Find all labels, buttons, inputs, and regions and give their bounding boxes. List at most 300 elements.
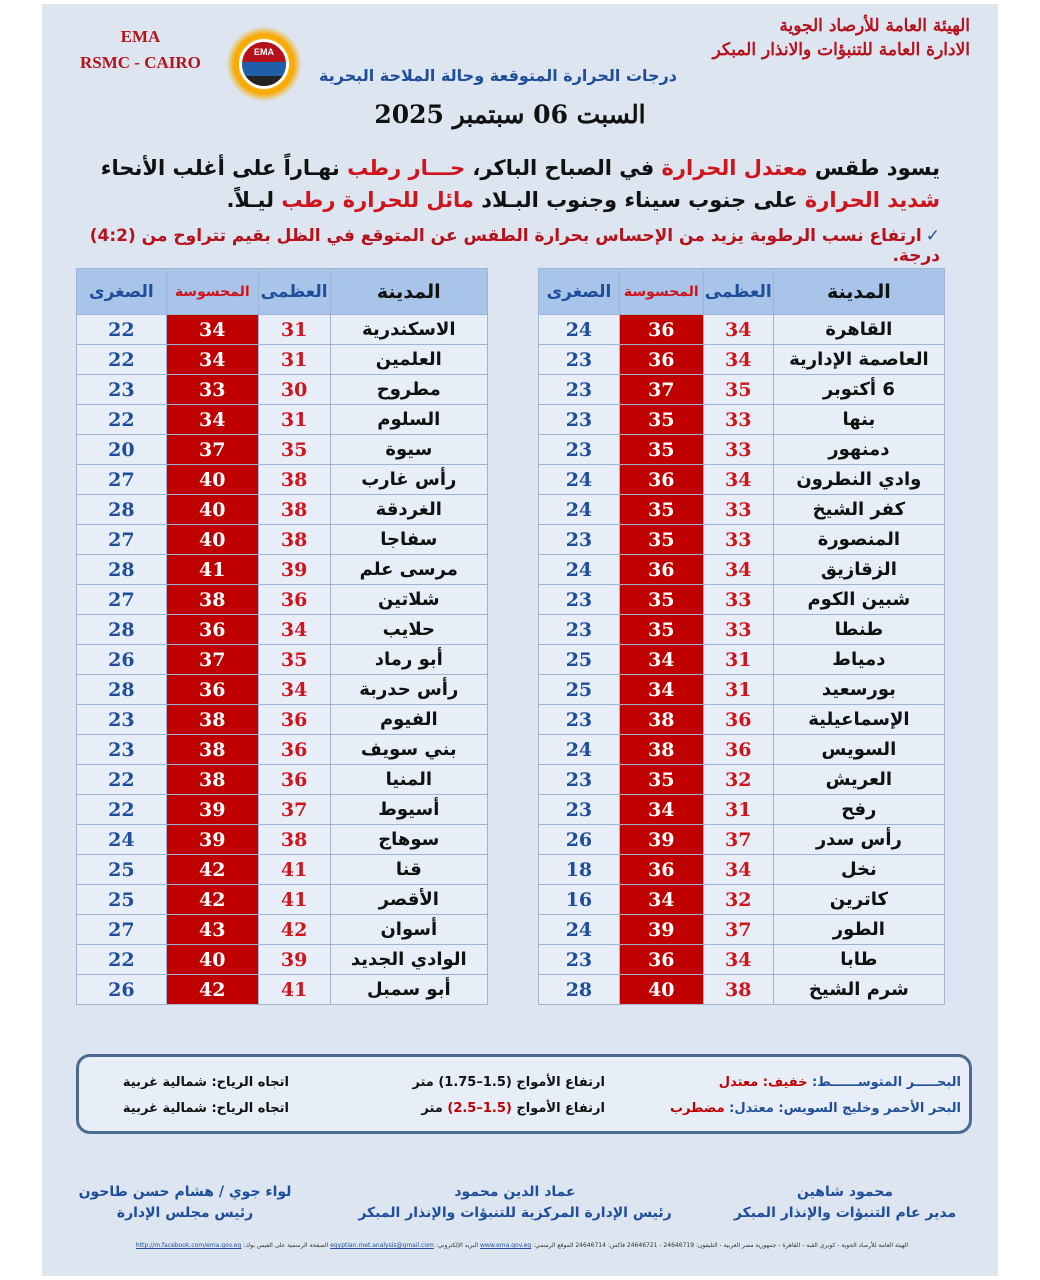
max-temp: 36 (258, 585, 330, 615)
min-temp: 23 (539, 345, 620, 375)
table-row (77, 885, 488, 915)
max-temp: 32 (703, 885, 773, 915)
header-min: الصغرى (539, 269, 620, 315)
max-temp: 33 (703, 435, 773, 465)
max-temp: 36 (258, 705, 330, 735)
city-name: أسيوط (330, 795, 487, 825)
summary-highlight: معتدل الحرارة (661, 156, 808, 180)
feels-like-temp: 43 (166, 915, 258, 945)
min-temp: 27 (77, 915, 167, 945)
bulletin-subtitle: درجات الحرارة المتوقعة وحالة الملاحة البحرية (318, 66, 677, 85)
header-max: العظمى (258, 269, 330, 315)
max-temp: 34 (258, 615, 330, 645)
table-row (77, 825, 488, 855)
min-temp: 24 (539, 555, 620, 585)
city-name: الغردقة (330, 495, 487, 525)
table-row (77, 465, 488, 495)
feels-like-temp: 37 (619, 375, 703, 405)
feels-like-temp: 40 (166, 525, 258, 555)
feels-like-temp: 39 (619, 915, 703, 945)
city-name: السلوم (330, 405, 487, 435)
table-row (77, 645, 488, 675)
max-temp: 41 (258, 855, 330, 885)
table-row (77, 855, 488, 885)
wave-label: ارتفاع الأمواج (511, 1075, 605, 1090)
table-row (77, 915, 488, 945)
email-link[interactable]: egyptian.met.analysis@gmail.com (330, 1242, 434, 1249)
min-temp: 24 (539, 495, 620, 525)
min-temp: 18 (539, 855, 620, 885)
table-row (539, 735, 945, 765)
header-feels: المحسوسة (166, 269, 258, 315)
max-temp: 31 (258, 405, 330, 435)
max-temp: 33 (703, 405, 773, 435)
table-row (77, 975, 488, 1005)
city-name: شلاتين (330, 585, 487, 615)
feels-like-temp: 38 (619, 735, 703, 765)
city-name: دمياط (773, 645, 944, 675)
organization-header (712, 14, 970, 62)
feels-like-temp: 39 (166, 825, 258, 855)
humidity-note (60, 226, 940, 266)
min-temp: 26 (539, 825, 620, 855)
table-row (539, 825, 945, 855)
feels-like-temp: 34 (166, 405, 258, 435)
city-name: سيوة (330, 435, 487, 465)
city-name: مرسى علم (330, 555, 487, 585)
ema-header (80, 24, 201, 76)
feels-like-temp: 37 (166, 645, 258, 675)
city-name: الوادي الجديد (330, 945, 487, 975)
max-temp: 34 (703, 345, 773, 375)
city-name: أبو رماد (330, 645, 487, 675)
feels-like-temp: 39 (619, 825, 703, 855)
min-temp: 23 (539, 615, 620, 645)
website-link[interactable]: www.ema.gov.eg (480, 1242, 532, 1249)
min-temp: 26 (77, 645, 167, 675)
min-temp: 27 (77, 585, 167, 615)
min-temp: 22 (77, 345, 167, 375)
table-row (77, 705, 488, 735)
max-temp: 36 (258, 735, 330, 765)
min-temp: 23 (77, 705, 167, 735)
red-sea-waves (385, 1101, 605, 1116)
min-temp: 23 (539, 765, 620, 795)
max-temp: 38 (258, 825, 330, 855)
red-sea-row (79, 1101, 975, 1121)
max-temp: 34 (703, 855, 773, 885)
feels-like-temp: 41 (166, 555, 258, 585)
table-row (539, 975, 945, 1005)
signature-title: رئيس الإدارة المركزية للتنبؤات والإنذار المبكر (358, 1205, 672, 1221)
max-temp: 36 (703, 735, 773, 765)
city-name: شبين الكوم (773, 585, 944, 615)
city-name: السويس (773, 735, 944, 765)
city-name: طنطا (773, 615, 944, 645)
table-row (539, 465, 945, 495)
feels-like-temp: 35 (619, 585, 703, 615)
feels-like-temp: 38 (166, 735, 258, 765)
sea-name-text: البحر الأحمر وخليج السويس: (773, 1101, 961, 1116)
logo-text: EMA (254, 47, 274, 57)
summary-text: ليـلاً. (226, 188, 282, 212)
min-temp: 22 (77, 765, 167, 795)
feels-like-temp: 42 (166, 855, 258, 885)
city-name: بنها (773, 405, 944, 435)
summary-highlight: حـــار رطب (347, 156, 466, 180)
max-temp: 35 (258, 435, 330, 465)
summary-text: في الصباح الباكر، (465, 156, 662, 180)
city-name: الطور (773, 915, 944, 945)
max-temp: 36 (703, 705, 773, 735)
feels-like-temp: 36 (619, 345, 703, 375)
min-temp: 22 (77, 945, 167, 975)
city-name: بورسعيد (773, 675, 944, 705)
feels-like-temp: 40 (619, 975, 703, 1005)
table-row (77, 555, 488, 585)
min-temp: 23 (539, 795, 620, 825)
max-temp: 39 (258, 945, 330, 975)
summary-highlight: شديد الحرارة (804, 188, 940, 212)
bulletin-date: السبت 06 سبتمبر 2025 (374, 100, 646, 129)
min-temp: 25 (539, 675, 620, 705)
city-name: وادي النطرون (773, 465, 944, 495)
header-min: الصغرى (77, 269, 167, 315)
sea-state: خفيف: معتدل (718, 1075, 808, 1090)
feels-like-temp: 38 (166, 585, 258, 615)
max-temp: 34 (703, 555, 773, 585)
max-temp: 31 (703, 675, 773, 705)
min-temp: 28 (77, 615, 167, 645)
min-temp: 16 (539, 885, 620, 915)
max-temp: 33 (703, 585, 773, 615)
min-temp: 22 (77, 795, 167, 825)
city-name: القاهرة (773, 315, 944, 345)
mediterranean-name (661, 1075, 961, 1090)
header-city: المدينة (330, 269, 487, 315)
header-city: المدينة (773, 269, 944, 315)
summary-text: على جنوب سيناء وجنوب البـلاد (473, 188, 805, 212)
feels-like-temp: 42 (166, 975, 258, 1005)
check-icon: ✓ (925, 226, 940, 246)
ema-label: EMA (120, 27, 161, 46)
city-name: الأقصر (330, 885, 487, 915)
max-temp: 31 (703, 645, 773, 675)
min-temp: 24 (77, 825, 167, 855)
min-temp: 23 (539, 945, 620, 975)
max-temp: 37 (703, 825, 773, 855)
city-name: رأس حدربة (330, 675, 487, 705)
city-name: طابا (773, 945, 944, 975)
feels-like-temp: 34 (619, 885, 703, 915)
max-temp: 37 (258, 795, 330, 825)
header-max: العظمى (703, 269, 773, 315)
max-temp: 31 (258, 345, 330, 375)
min-temp: 23 (539, 405, 620, 435)
signature-name: لواء جوي / هشام حسن طاحون (78, 1184, 292, 1200)
max-temp: 33 (703, 495, 773, 525)
min-temp: 23 (77, 735, 167, 765)
signature-forecast-director (720, 1182, 970, 1224)
city-name: دمنهور (773, 435, 944, 465)
feels-like-temp: 38 (166, 705, 258, 735)
city-name: رأس سدر (773, 825, 944, 855)
table-row (539, 555, 945, 585)
feels-like-temp: 38 (619, 705, 703, 735)
mediterranean-waves (385, 1075, 605, 1090)
signature-chairman (70, 1182, 300, 1224)
min-temp: 28 (77, 675, 167, 705)
min-temp: 22 (77, 315, 167, 345)
table-row (77, 675, 488, 705)
max-temp: 35 (703, 375, 773, 405)
feels-like-temp: 36 (166, 675, 258, 705)
min-temp: 28 (539, 975, 620, 1005)
min-temp: 24 (539, 915, 620, 945)
city-name: المنصورة (773, 525, 944, 555)
max-temp: 34 (258, 675, 330, 705)
city-name: نخل (773, 855, 944, 885)
table-row (77, 495, 488, 525)
table-row (539, 615, 945, 645)
min-temp: 27 (77, 525, 167, 555)
min-temp: 23 (539, 525, 620, 555)
table-row (539, 345, 945, 375)
feels-like-temp: 33 (166, 375, 258, 405)
sea-name-text: البحـــــر المتوسـ (853, 1075, 961, 1090)
min-temp: 26 (77, 975, 167, 1005)
max-temp: 34 (703, 465, 773, 495)
table-row (77, 375, 488, 405)
max-temp: 37 (703, 915, 773, 945)
max-temp: 38 (258, 465, 330, 495)
feels-like-temp: 34 (619, 675, 703, 705)
city-name: كفر الشيخ (773, 495, 944, 525)
city-name: رفح (773, 795, 944, 825)
feels-like-temp: 36 (619, 465, 703, 495)
summary-text: يسود طقس (807, 156, 940, 180)
table-row (77, 525, 488, 555)
table-row (539, 585, 945, 615)
org-department: الادارة العامة للتنبؤات والانذار المبكر (712, 40, 970, 60)
city-name: شرم الشيخ (773, 975, 944, 1005)
feels-like-temp: 38 (166, 765, 258, 795)
wave-value: (1.5–1.75) (438, 1075, 512, 1090)
max-temp: 34 (703, 945, 773, 975)
sea-navigation-box (76, 1054, 972, 1134)
table-row (77, 585, 488, 615)
signature-title: رئيس مجلس الإدارة (116, 1205, 254, 1221)
min-temp: 23 (539, 375, 620, 405)
city-name: سفاجا (330, 525, 487, 555)
table-row (77, 315, 488, 345)
table-row (77, 735, 488, 765)
city-name: العلمين (330, 345, 487, 375)
min-temp: 23 (539, 705, 620, 735)
mediterranean-row (79, 1075, 975, 1095)
table-row (539, 315, 945, 345)
feels-like-temp: 42 (166, 885, 258, 915)
sea-state: معتدل: (724, 1101, 774, 1116)
feels-like-temp: 35 (619, 615, 703, 645)
max-temp: 38 (703, 975, 773, 1005)
city-name: مطروح (330, 375, 487, 405)
min-temp: 28 (77, 555, 167, 585)
table-row (539, 945, 945, 975)
table-row (77, 795, 488, 825)
table-row (539, 705, 945, 735)
feels-like-temp: 36 (166, 615, 258, 645)
wave-unit: متر (412, 1075, 439, 1090)
max-temp: 38 (258, 525, 330, 555)
feels-like-temp: 34 (619, 645, 703, 675)
feels-like-temp: 37 (166, 435, 258, 465)
min-temp: 28 (77, 495, 167, 525)
humidity-note-text: ارتفاع نسب الرطوبة يزيد من الإحساس بحرارة الطقس عن المتوقع في الظل بقيم تتراوح من (4:2) درجة. (89, 226, 940, 266)
city-temperature-table-right (538, 268, 945, 1005)
max-temp: 36 (258, 765, 330, 795)
max-temp: 33 (703, 615, 773, 645)
org-name: الهيئة العامة للأرصاد الجوية (779, 16, 970, 36)
red-sea-wind: اتجاه الرياح: شمالية غربية (122, 1101, 289, 1116)
city-name: الإسماعيلية (773, 705, 944, 735)
feels-like-temp: 35 (619, 765, 703, 795)
city-name: الفيوم (330, 705, 487, 735)
feels-like-temp: 36 (619, 855, 703, 885)
footer-address: الهيئة العامة للأرصاد الجوية - كوبري القبة - القاهرة - جمهورية مصر العربية - التليفون: 24646719 - 24646721 فاكس: 24646714 الموقع الرسمي: (531, 1242, 909, 1249)
feels-like-temp: 36 (619, 315, 703, 345)
table-row (77, 765, 488, 795)
feels-like-temp: 40 (166, 495, 258, 525)
signature-title: مدير عام التنبؤات والإنذار المبكر (733, 1205, 957, 1221)
signature-name: محمود شاهين (796, 1184, 894, 1200)
city-name: أبو سمبل (330, 975, 487, 1005)
header-feels: المحسوسة (619, 269, 703, 315)
max-temp: 42 (258, 915, 330, 945)
signature-central-director (350, 1182, 680, 1224)
max-temp: 31 (258, 315, 330, 345)
city-name: سوهاج (330, 825, 487, 855)
footer-label: الصفحة الرسمية على الفيس بوك: (241, 1242, 331, 1249)
table-row (539, 885, 945, 915)
table-row (539, 495, 945, 525)
max-temp: 35 (258, 645, 330, 675)
table-row (539, 675, 945, 705)
city-name: العاصمة الإدارية (773, 345, 944, 375)
city-name: قنا (330, 855, 487, 885)
table-row (539, 645, 945, 675)
city-name: الزقازيق (773, 555, 944, 585)
city-name: بني سويف (330, 735, 487, 765)
city-name: كاترين (773, 885, 944, 915)
table-row (77, 435, 488, 465)
min-temp: 24 (539, 735, 620, 765)
min-temp: 24 (539, 315, 620, 345)
table-row (77, 615, 488, 645)
table-row (539, 375, 945, 405)
feels-like-temp: 34 (619, 795, 703, 825)
summary-highlight: مائل للحرارة رطب (281, 188, 474, 212)
max-temp: 39 (258, 555, 330, 585)
city-name: الاسكندرية (330, 315, 487, 345)
max-temp: 33 (703, 525, 773, 555)
feels-like-temp: 34 (166, 345, 258, 375)
wave-label: ارتفاع الأمواج (511, 1101, 605, 1116)
table-row (539, 525, 945, 555)
sea-name-text: ـــــط: (807, 1075, 854, 1090)
max-temp: 34 (703, 315, 773, 345)
city-temperature-table-left (76, 268, 488, 1005)
signature-name: عماد الدين محمود (454, 1184, 576, 1200)
sea-state: مضطرب (669, 1101, 725, 1116)
wave-value: (1.5–2.5) (447, 1101, 512, 1116)
max-temp: 31 (703, 795, 773, 825)
ema-logo-icon (226, 26, 302, 102)
min-temp: 23 (77, 375, 167, 405)
feels-like-temp: 36 (619, 945, 703, 975)
table-row (539, 915, 945, 945)
weather-summary (60, 152, 940, 216)
min-temp: 20 (77, 435, 167, 465)
rsmc-label: RSMC - CAIRO (80, 53, 201, 72)
contact-footer (90, 1242, 954, 1249)
city-name: حلايب (330, 615, 487, 645)
city-name: 6 أكتوبر (773, 375, 944, 405)
feels-like-temp: 35 (619, 495, 703, 525)
city-name: رأس غارب (330, 465, 487, 495)
min-temp: 24 (539, 465, 620, 495)
table-row (77, 945, 488, 975)
city-name: أسوان (330, 915, 487, 945)
min-temp: 25 (539, 645, 620, 675)
feels-like-temp: 40 (166, 945, 258, 975)
feels-like-temp: 34 (166, 315, 258, 345)
min-temp: 23 (539, 585, 620, 615)
table-row (77, 345, 488, 375)
max-temp: 30 (258, 375, 330, 405)
feels-like-temp: 39 (166, 795, 258, 825)
table-row (77, 405, 488, 435)
red-sea-name (661, 1101, 961, 1116)
min-temp: 25 (77, 885, 167, 915)
feels-like-temp: 35 (619, 405, 703, 435)
max-temp: 41 (258, 975, 330, 1005)
wave-unit: متر (421, 1101, 448, 1116)
city-name: العريش (773, 765, 944, 795)
table-row (539, 855, 945, 885)
mediterranean-wind: اتجاه الرياح: شمالية غربية (122, 1075, 289, 1090)
min-temp: 22 (77, 405, 167, 435)
min-temp: 27 (77, 465, 167, 495)
min-temp: 25 (77, 855, 167, 885)
table-row (539, 405, 945, 435)
feels-like-temp: 36 (619, 555, 703, 585)
footer-label: البريد الإلكتروني: (433, 1242, 481, 1249)
facebook-link[interactable]: http://m.facebook.com/ema.gov.eg (135, 1242, 242, 1249)
table-row (539, 795, 945, 825)
max-temp: 38 (258, 495, 330, 525)
city-name: المنيا (330, 765, 487, 795)
feels-like-temp: 35 (619, 525, 703, 555)
max-temp: 41 (258, 885, 330, 915)
feels-like-temp: 40 (166, 465, 258, 495)
table-row (539, 765, 945, 795)
table-row (539, 435, 945, 465)
summary-text: نهـاراً على أغلب الأنحاء (100, 156, 348, 180)
max-temp: 32 (703, 765, 773, 795)
feels-like-temp: 35 (619, 435, 703, 465)
min-temp: 23 (539, 435, 620, 465)
